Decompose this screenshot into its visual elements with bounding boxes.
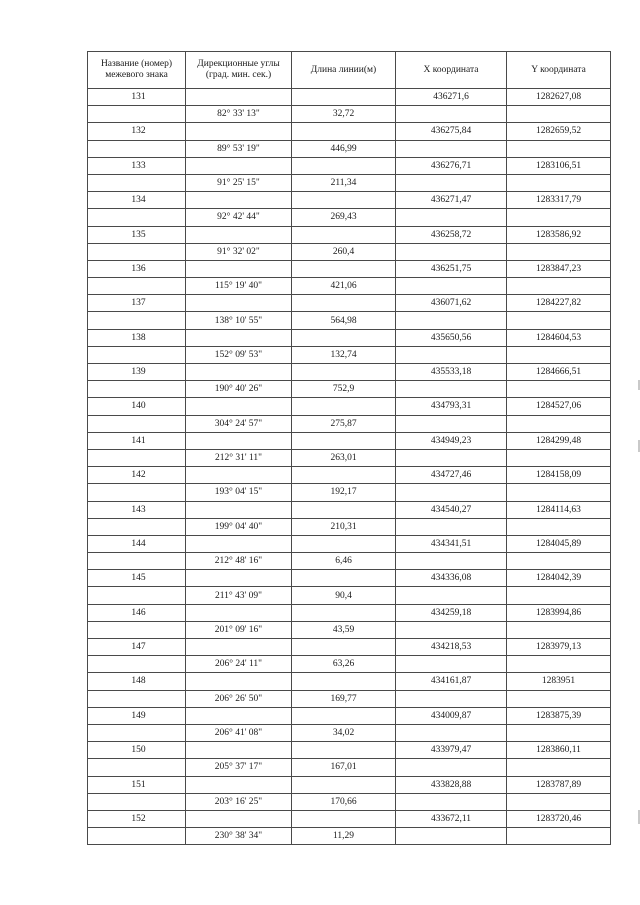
table-row-segment (88, 828, 611, 845)
table-row-point (88, 467, 611, 484)
marker-name-cell: 134 (88, 192, 186, 209)
line-length-cell: 275,87 (292, 415, 396, 432)
table-row-segment (88, 209, 611, 226)
table-row-segment (88, 759, 611, 776)
name-empty-cell (88, 415, 186, 432)
table-row-segment (88, 793, 611, 810)
x-empty-cell (396, 724, 507, 741)
length-empty-cell (292, 501, 396, 518)
table-row-point (88, 295, 611, 312)
line-length-cell: 192,17 (292, 484, 396, 501)
table-row-segment (88, 690, 611, 707)
line-length-cell: 170,66 (292, 793, 396, 810)
angle-empty-cell (186, 604, 292, 621)
angle-empty-cell (186, 226, 292, 243)
angle-empty-cell (186, 364, 292, 381)
y-coordinate-cell: 1283106,51 (507, 157, 611, 174)
table-row-point (88, 123, 611, 140)
length-empty-cell (292, 432, 396, 449)
table-row-segment (88, 243, 611, 260)
table-body (88, 89, 611, 845)
x-coordinate-cell: 434009,87 (396, 707, 507, 724)
y-empty-cell (507, 553, 611, 570)
y-coordinate-cell: 1284227,82 (507, 295, 611, 312)
y-empty-cell (507, 312, 611, 329)
y-empty-cell (507, 174, 611, 191)
y-coordinate-cell: 1283994,86 (507, 604, 611, 621)
direction-angle-cell: 206° 24' 11" (186, 656, 292, 673)
y-empty-cell (507, 793, 611, 810)
y-coordinate-cell: 1284604,53 (507, 329, 611, 346)
name-empty-cell (88, 656, 186, 673)
direction-angle-cell: 152° 09' 53" (186, 346, 292, 363)
header-line-length: Длина линии(м) (292, 52, 396, 89)
x-empty-cell (396, 484, 507, 501)
table-row-point (88, 398, 611, 415)
table-row-point (88, 192, 611, 209)
line-length-cell: 210,31 (292, 518, 396, 535)
length-empty-cell (292, 157, 396, 174)
angle-empty-cell (186, 570, 292, 587)
line-length-cell: 421,06 (292, 278, 396, 295)
angle-empty-cell (186, 639, 292, 656)
direction-angle-cell: 206° 26' 50" (186, 690, 292, 707)
marker-name-cell: 143 (88, 501, 186, 518)
marker-name-cell: 145 (88, 570, 186, 587)
line-length-cell: 263,01 (292, 449, 396, 466)
y-coordinate-cell: 1284045,89 (507, 535, 611, 552)
marker-name-cell: 151 (88, 776, 186, 793)
x-empty-cell (396, 140, 507, 157)
length-empty-cell (292, 604, 396, 621)
line-length-cell: 63,26 (292, 656, 396, 673)
direction-angle-cell: 91° 25' 15" (186, 174, 292, 191)
y-empty-cell (507, 449, 611, 466)
y-empty-cell (507, 724, 611, 741)
name-empty-cell (88, 587, 186, 604)
x-empty-cell (396, 656, 507, 673)
angle-empty-cell (186, 467, 292, 484)
x-coordinate-cell: 435533,18 (396, 364, 507, 381)
direction-angle-cell: 212° 48' 16" (186, 553, 292, 570)
angle-empty-cell (186, 157, 292, 174)
angle-empty-cell (186, 776, 292, 793)
y-empty-cell (507, 381, 611, 398)
length-empty-cell (292, 364, 396, 381)
name-empty-cell (88, 381, 186, 398)
name-empty-cell (88, 793, 186, 810)
angle-empty-cell (186, 398, 292, 415)
x-empty-cell (396, 690, 507, 707)
y-empty-cell (507, 484, 611, 501)
line-length-cell: 752,9 (292, 381, 396, 398)
y-coordinate-cell: 1284042,39 (507, 570, 611, 587)
x-coordinate-cell: 436276,71 (396, 157, 507, 174)
y-empty-cell (507, 759, 611, 776)
header-x-coordinate: X координата (396, 52, 507, 89)
y-empty-cell (507, 690, 611, 707)
x-coordinate-cell: 434727,46 (396, 467, 507, 484)
marker-name-cell: 146 (88, 604, 186, 621)
y-coordinate-cell: 1283860,11 (507, 742, 611, 759)
direction-angle-cell: 91° 32' 02" (186, 243, 292, 260)
x-empty-cell (396, 106, 507, 123)
header-marker-name: Название (номер) межевого знака (88, 52, 186, 89)
x-empty-cell (396, 209, 507, 226)
y-coordinate-cell: 1284527,06 (507, 398, 611, 415)
direction-angle-cell: 212° 31' 11" (186, 449, 292, 466)
x-coordinate-cell: 434336,08 (396, 570, 507, 587)
name-empty-cell (88, 106, 186, 123)
y-coordinate-cell: 1283787,89 (507, 776, 611, 793)
length-empty-cell (292, 192, 396, 209)
x-coordinate-cell: 434341,51 (396, 535, 507, 552)
table-row-segment (88, 415, 611, 432)
name-empty-cell (88, 346, 186, 363)
direction-angle-cell: 230° 38' 34" (186, 828, 292, 845)
name-empty-cell (88, 828, 186, 845)
y-empty-cell (507, 828, 611, 845)
name-empty-cell (88, 621, 186, 638)
x-coordinate-cell: 436258,72 (396, 226, 507, 243)
name-empty-cell (88, 518, 186, 535)
length-empty-cell (292, 398, 396, 415)
x-empty-cell (396, 828, 507, 845)
y-coordinate-cell: 1283317,79 (507, 192, 611, 209)
table-row-point (88, 639, 611, 656)
angle-empty-cell (186, 329, 292, 346)
x-coordinate-cell: 436271,47 (396, 192, 507, 209)
line-length-cell: 260,4 (292, 243, 396, 260)
table-row-point (88, 260, 611, 277)
marker-name-cell: 149 (88, 707, 186, 724)
marker-name-cell: 147 (88, 639, 186, 656)
direction-angle-cell: 115° 19' 40" (186, 278, 292, 295)
y-empty-cell (507, 278, 611, 295)
marker-name-cell: 135 (88, 226, 186, 243)
name-empty-cell (88, 243, 186, 260)
line-length-cell: 6,46 (292, 553, 396, 570)
table-row-point (88, 535, 611, 552)
angle-empty-cell (186, 123, 292, 140)
direction-angle-cell: 203° 16' 25" (186, 793, 292, 810)
length-empty-cell (292, 673, 396, 690)
table-row-point (88, 501, 611, 518)
x-empty-cell (396, 243, 507, 260)
y-empty-cell (507, 415, 611, 432)
y-empty-cell (507, 140, 611, 157)
x-coordinate-cell: 433672,11 (396, 810, 507, 827)
y-coordinate-cell: 1283720,46 (507, 810, 611, 827)
marker-name-cell: 150 (88, 742, 186, 759)
table-row-segment (88, 656, 611, 673)
table-row-point (88, 570, 611, 587)
x-coordinate-cell: 434218,53 (396, 639, 507, 656)
table-row-segment (88, 518, 611, 535)
direction-angle-cell: 205° 37' 17" (186, 759, 292, 776)
line-length-cell: 43,59 (292, 621, 396, 638)
x-coordinate-cell: 434259,18 (396, 604, 507, 621)
table-row-point (88, 432, 611, 449)
y-empty-cell (507, 346, 611, 363)
x-empty-cell (396, 518, 507, 535)
x-empty-cell (396, 174, 507, 191)
angle-empty-cell (186, 192, 292, 209)
y-coordinate-cell: 1283847,23 (507, 260, 611, 277)
name-empty-cell (88, 140, 186, 157)
y-empty-cell (507, 656, 611, 673)
table-row-segment (88, 553, 611, 570)
name-empty-cell (88, 312, 186, 329)
x-empty-cell (396, 553, 507, 570)
table-row-segment (88, 312, 611, 329)
x-empty-cell (396, 415, 507, 432)
marker-name-cell: 140 (88, 398, 186, 415)
y-coordinate-cell: 1284114,63 (507, 501, 611, 518)
direction-angle-cell: 199° 04' 40" (186, 518, 292, 535)
header-direction-angles: Дирекционные углы (град. мин. сек.) (186, 52, 292, 89)
table-row-segment (88, 174, 611, 191)
y-coordinate-cell: 1283979,13 (507, 639, 611, 656)
marker-name-cell: 152 (88, 810, 186, 827)
length-empty-cell (292, 123, 396, 140)
y-coordinate-cell: 1284158,09 (507, 467, 611, 484)
x-coordinate-cell: 434161,87 (396, 673, 507, 690)
length-empty-cell (292, 742, 396, 759)
table-row-point (88, 364, 611, 381)
table-row-segment (88, 106, 611, 123)
name-empty-cell (88, 553, 186, 570)
direction-angle-cell: 304° 24' 57" (186, 415, 292, 432)
table-row-segment (88, 278, 611, 295)
table-row-point (88, 673, 611, 690)
table-row-segment (88, 484, 611, 501)
marker-name-cell: 142 (88, 467, 186, 484)
length-empty-cell (292, 89, 396, 106)
y-coordinate-cell: 1283951 (507, 673, 611, 690)
angle-empty-cell (186, 673, 292, 690)
boundary-coordinates-table (87, 51, 611, 845)
line-length-cell: 167,01 (292, 759, 396, 776)
length-empty-cell (292, 639, 396, 656)
line-length-cell: 11,29 (292, 828, 396, 845)
table-row-segment (88, 587, 611, 604)
y-coordinate-cell: 1282627,08 (507, 89, 611, 106)
x-coordinate-cell: 433979,47 (396, 742, 507, 759)
coordinates-document (87, 51, 610, 845)
angle-empty-cell (186, 501, 292, 518)
name-empty-cell (88, 690, 186, 707)
y-empty-cell (507, 587, 611, 604)
y-empty-cell (507, 621, 611, 638)
x-coordinate-cell: 434949,23 (396, 432, 507, 449)
direction-angle-cell: 190° 40' 26" (186, 381, 292, 398)
length-empty-cell (292, 776, 396, 793)
name-empty-cell (88, 209, 186, 226)
line-length-cell: 564,98 (292, 312, 396, 329)
name-empty-cell (88, 724, 186, 741)
marker-name-cell: 132 (88, 123, 186, 140)
y-empty-cell (507, 518, 611, 535)
line-length-cell: 90,4 (292, 587, 396, 604)
angle-empty-cell (186, 89, 292, 106)
x-coordinate-cell: 436275,84 (396, 123, 507, 140)
x-empty-cell (396, 621, 507, 638)
x-empty-cell (396, 759, 507, 776)
marker-name-cell: 136 (88, 260, 186, 277)
marker-name-cell: 138 (88, 329, 186, 346)
direction-angle-cell: 92° 42' 44" (186, 209, 292, 226)
angle-empty-cell (186, 535, 292, 552)
y-coordinate-cell: 1284299,48 (507, 432, 611, 449)
y-empty-cell (507, 209, 611, 226)
table-row-point (88, 89, 611, 106)
table-row-point (88, 226, 611, 243)
angle-empty-cell (186, 295, 292, 312)
table-row-segment (88, 346, 611, 363)
table-row-point (88, 604, 611, 621)
marker-name-cell: 139 (88, 364, 186, 381)
x-coordinate-cell: 433828,88 (396, 776, 507, 793)
table-row-segment (88, 140, 611, 157)
name-empty-cell (88, 449, 186, 466)
x-empty-cell (396, 312, 507, 329)
length-empty-cell (292, 535, 396, 552)
table-row-point (88, 810, 611, 827)
x-empty-cell (396, 587, 507, 604)
angle-empty-cell (186, 432, 292, 449)
angle-empty-cell (186, 742, 292, 759)
direction-angle-cell: 193° 04' 15" (186, 484, 292, 501)
direction-angle-cell: 201° 09' 16" (186, 621, 292, 638)
name-empty-cell (88, 278, 186, 295)
marker-name-cell: 133 (88, 157, 186, 174)
angle-empty-cell (186, 810, 292, 827)
x-coordinate-cell: 434540,27 (396, 501, 507, 518)
table-row-point (88, 742, 611, 759)
x-empty-cell (396, 278, 507, 295)
y-coordinate-cell: 1282659,52 (507, 123, 611, 140)
line-length-cell: 169,77 (292, 690, 396, 707)
name-empty-cell (88, 484, 186, 501)
direction-angle-cell: 138° 10' 55" (186, 312, 292, 329)
name-empty-cell (88, 759, 186, 776)
x-empty-cell (396, 449, 507, 466)
y-coordinate-cell: 1283875,39 (507, 707, 611, 724)
x-coordinate-cell: 434793,31 (396, 398, 507, 415)
direction-angle-cell: 211° 43' 09" (186, 587, 292, 604)
direction-angle-cell: 89° 53' 19" (186, 140, 292, 157)
length-empty-cell (292, 260, 396, 277)
length-empty-cell (292, 226, 396, 243)
y-coordinate-cell: 1284666,51 (507, 364, 611, 381)
line-length-cell: 32,72 (292, 106, 396, 123)
x-coordinate-cell: 436071,62 (396, 295, 507, 312)
length-empty-cell (292, 707, 396, 724)
x-coordinate-cell: 435650,56 (396, 329, 507, 346)
marker-name-cell: 131 (88, 89, 186, 106)
marker-name-cell: 148 (88, 673, 186, 690)
angle-empty-cell (186, 707, 292, 724)
x-empty-cell (396, 793, 507, 810)
table-row-point (88, 707, 611, 724)
length-empty-cell (292, 810, 396, 827)
length-empty-cell (292, 570, 396, 587)
x-coordinate-cell: 436251,75 (396, 260, 507, 277)
direction-angle-cell: 82° 33' 13" (186, 106, 292, 123)
x-coordinate-cell: 436271,6 (396, 89, 507, 106)
y-coordinate-cell: 1283586,92 (507, 226, 611, 243)
direction-angle-cell: 206° 41' 08" (186, 724, 292, 741)
marker-name-cell: 137 (88, 295, 186, 312)
table-header-row (88, 52, 611, 89)
line-length-cell: 211,34 (292, 174, 396, 191)
line-length-cell: 132,74 (292, 346, 396, 363)
y-empty-cell (507, 106, 611, 123)
line-length-cell: 269,43 (292, 209, 396, 226)
header-y-coordinate: Y координата (507, 52, 611, 89)
y-empty-cell (507, 243, 611, 260)
x-empty-cell (396, 346, 507, 363)
marker-name-cell: 141 (88, 432, 186, 449)
table-row-segment (88, 381, 611, 398)
table-row-point (88, 776, 611, 793)
line-length-cell: 446,99 (292, 140, 396, 157)
table-row-point (88, 157, 611, 174)
line-length-cell: 34,02 (292, 724, 396, 741)
name-empty-cell (88, 174, 186, 191)
table-row-segment (88, 449, 611, 466)
length-empty-cell (292, 467, 396, 484)
length-empty-cell (292, 295, 396, 312)
x-empty-cell (396, 381, 507, 398)
marker-name-cell: 144 (88, 535, 186, 552)
table-row-point (88, 329, 611, 346)
table-row-segment (88, 621, 611, 638)
length-empty-cell (292, 329, 396, 346)
table-row-segment (88, 724, 611, 741)
angle-empty-cell (186, 260, 292, 277)
